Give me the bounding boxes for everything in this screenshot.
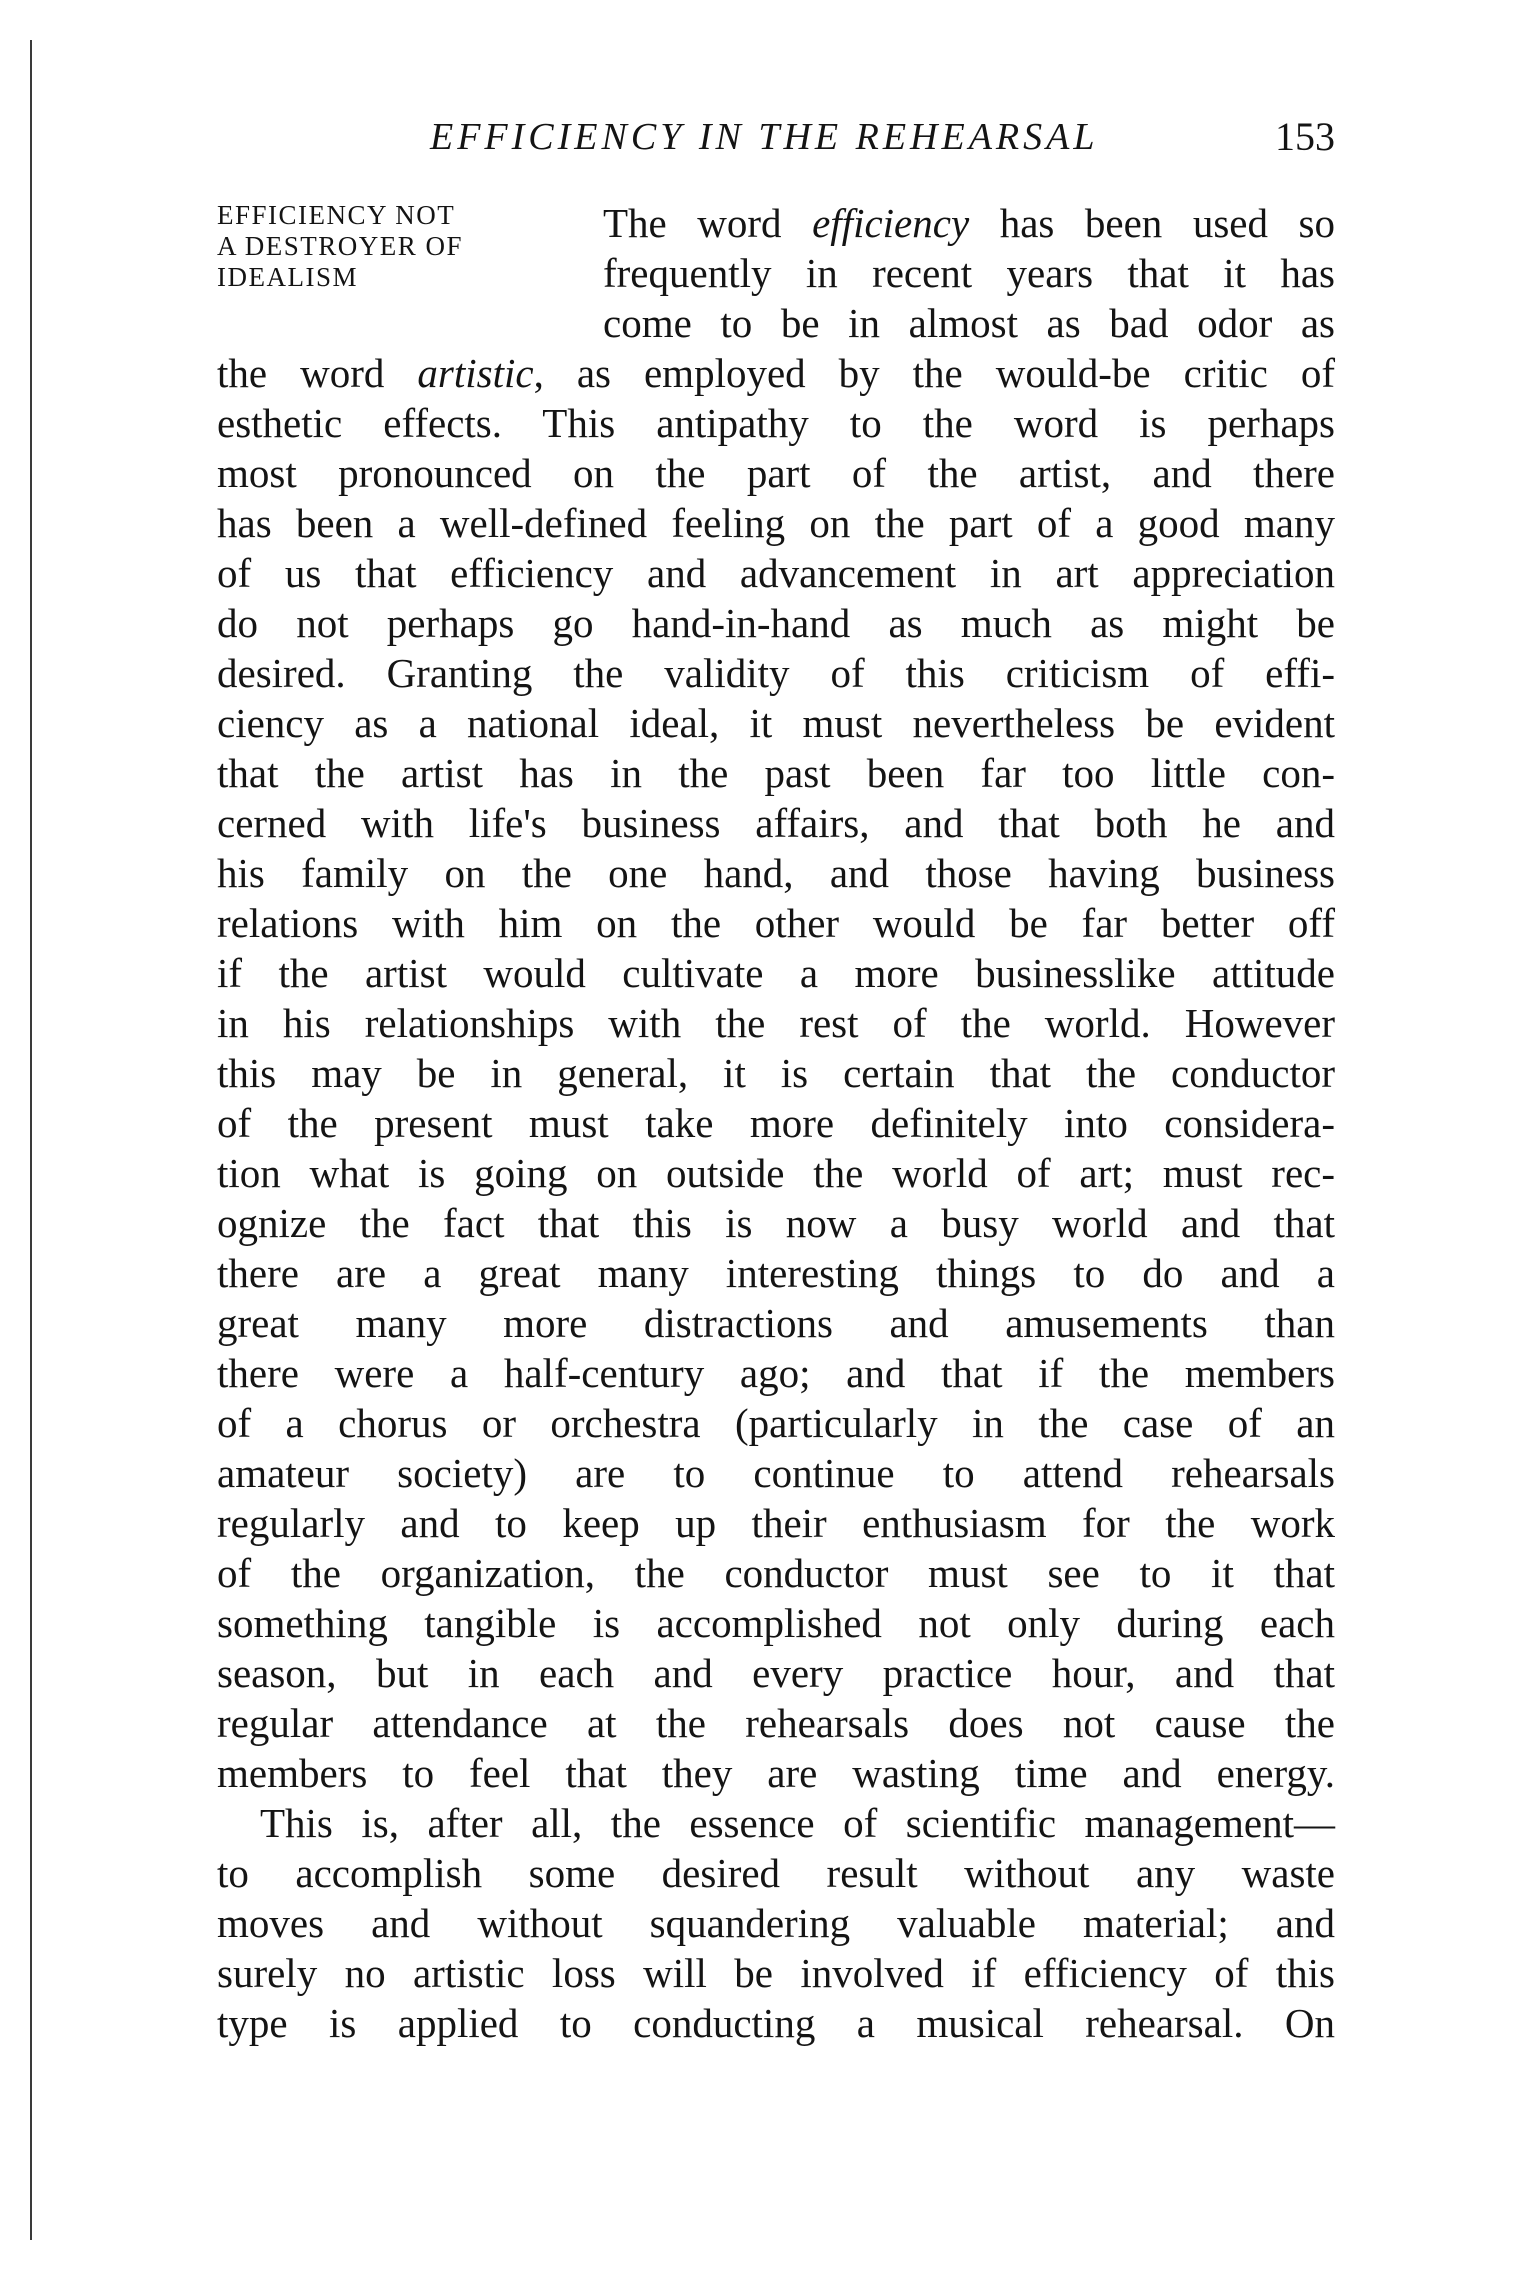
text-line: moves and without squandering valuable material; and bbox=[217, 1900, 1335, 1946]
text-line: cerned with life's business affairs, and that both he and bbox=[217, 800, 1335, 846]
text-line: of the present must take more definitely into considera- bbox=[217, 1100, 1335, 1146]
text-line: The word efficiency has been used so bbox=[603, 200, 1335, 246]
text-line: great many more distractions and amusements than bbox=[217, 1300, 1335, 1346]
text-line: this may be in general, it is certain that the conductor bbox=[217, 1050, 1335, 1096]
text-line: desired. Granting the validity of this criticism of effi- bbox=[217, 650, 1335, 696]
text-line: that the artist has in the past been far too little con- bbox=[217, 750, 1335, 796]
text-line: the word artistic, as employed by the would-be critic of bbox=[217, 350, 1335, 396]
italic-emphasis: artistic bbox=[417, 350, 534, 396]
text-line: ognize the fact that this is now a busy world and that bbox=[217, 1200, 1335, 1246]
text-line: in his relationships with the rest of the world. However bbox=[217, 1000, 1335, 1046]
text-line: his family on the one hand, and those having business bbox=[217, 850, 1335, 896]
text-line: if the artist would cultivate a more businesslike attitude bbox=[217, 950, 1335, 996]
text-line: amateur society) are to continue to attend rehearsals bbox=[217, 1450, 1335, 1496]
text-line: ciency as a national ideal, it must nevertheless be evident bbox=[217, 700, 1335, 746]
text-line: frequently in recent years that it has bbox=[603, 250, 1335, 296]
text-line: do not perhaps go hand-in-hand as much as might be bbox=[217, 600, 1335, 646]
page-number: 153 bbox=[1275, 114, 1335, 159]
text-line: has been a well-defined feeling on the part of a good many bbox=[217, 500, 1335, 546]
sidenote-line: A DESTROYER OF bbox=[217, 231, 464, 261]
text-line: surely no artistic loss will be involved if efficiency of this bbox=[217, 1950, 1335, 1996]
sidenote-line: EFFICIENCY NOT bbox=[217, 200, 456, 230]
text-line: of us that efficiency and advancement in art appreciation bbox=[217, 550, 1335, 596]
text-line: to accomplish some desired result without any waste bbox=[217, 1850, 1335, 1896]
text-line: This is, after all, the essence of scientific management— bbox=[260, 1800, 1335, 1846]
text-line: of the organization, the conductor must see to it that bbox=[217, 1550, 1335, 1596]
text-line: most pronounced on the part of the artist, and there bbox=[217, 450, 1335, 496]
text-line: members to feel that they are wasting time and energy. bbox=[217, 1750, 1335, 1796]
text-line: regular attendance at the rehearsals does not cause the bbox=[217, 1700, 1335, 1746]
sidenote-line: IDEALISM bbox=[217, 262, 358, 292]
text-line: season, but in each and every practice hour, and that bbox=[217, 1650, 1335, 1696]
text-line: relations with him on the other would be far better off bbox=[217, 900, 1335, 946]
italic-emphasis: efficiency bbox=[812, 200, 970, 246]
text-line: there are a great many interesting things to do and a bbox=[217, 1250, 1335, 1296]
text-line: tion what is going on outside the world of art; must rec- bbox=[217, 1150, 1335, 1196]
text-line: type is applied to conducting a musical rehearsal. On bbox=[217, 2000, 1335, 2046]
text-line: there were a half-century ago; and that if the members bbox=[217, 1350, 1335, 1396]
text-line: esthetic effects. This antipathy to the word is perhaps bbox=[217, 400, 1335, 446]
text-line: something tangible is accomplished not only during each bbox=[217, 1600, 1335, 1646]
running-head-title: EFFICIENCY IN THE REHEARSAL bbox=[430, 116, 1099, 158]
text-line: come to be in almost as bad odor as bbox=[603, 300, 1335, 346]
text-line: of a chorus or orchestra (particularly in the case of an bbox=[217, 1400, 1335, 1446]
text-line: regularly and to keep up their enthusiasm for the work bbox=[217, 1500, 1335, 1546]
